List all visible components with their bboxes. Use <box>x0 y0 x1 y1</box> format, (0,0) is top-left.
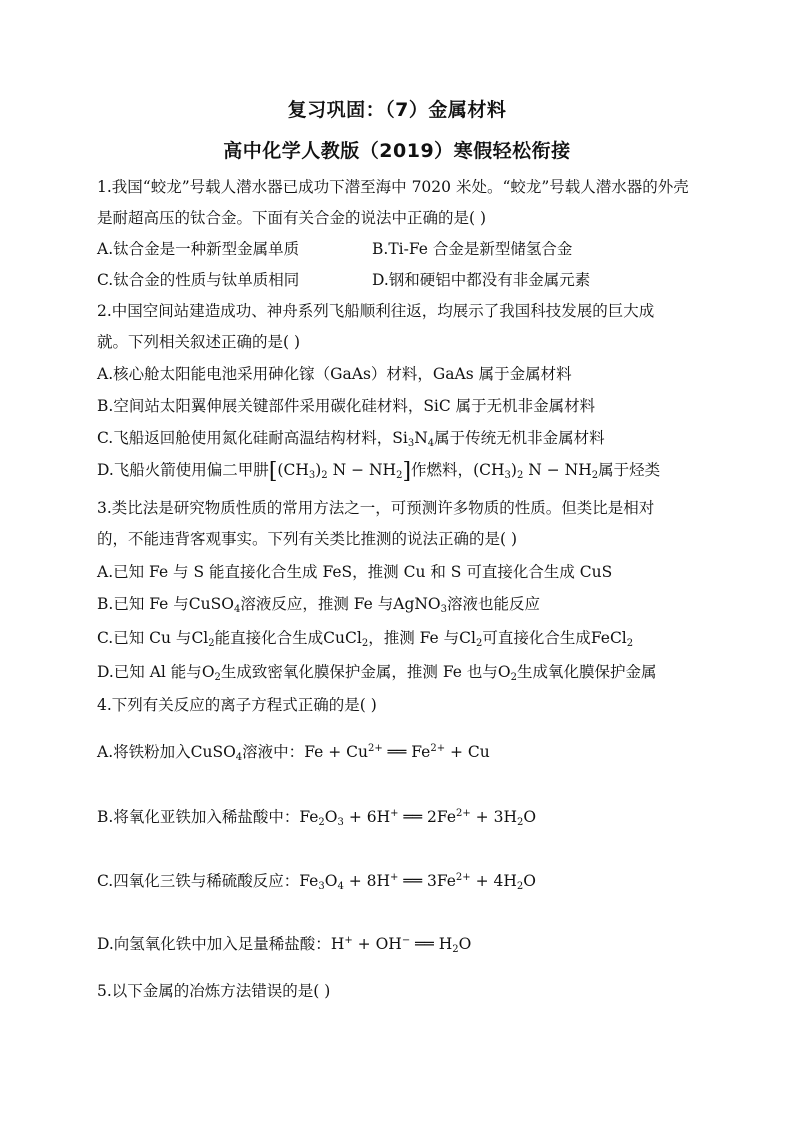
q1-stem-line1: 1.我国“蛟龙”号载人潜水器已成功下潜至海中 7020 米处。“蛟龙”号载人潜水器的外壳 <box>97 178 689 196</box>
document-title: 复习巩固：（7）金属材料 <box>287 99 507 121</box>
q2-option-c: C.飞船返回舱使用氮化硅耐高温结构材料，$Si_3N_4$属于传统无机非金属材料 <box>97 429 605 449</box>
q2-stem-line2: 就。下列相关叙述正确的是( ) <box>97 333 301 351</box>
q2-stem-line1: 2.中国空间站建造成功、神舟系列飞船顺利往返，均展示了我国科技发展的巨大成 <box>97 302 655 320</box>
q3-option-a: A.已知 Fe 与 S 能直接化合生成 FeS，推测 Cu 和 S 可直接化合生成 CuS <box>97 563 613 581</box>
q2-option-a: A.核心舱太阳能电池采用砷化镓（GaAs）材料，GaAs 属于金属材料 <box>97 365 572 383</box>
q1-stem-line2: 是耐超高压的钛合金。下面有关合金的说法中正确的是( ) <box>97 209 487 227</box>
q1-option-c: C.钛合金的性质与钛单质相同 <box>97 271 300 289</box>
q3-option-b: B.已知 Fe 与CuSO$_4$溶液反应，推测 Fe 与AgNO$_3$溶液也能反应 <box>97 595 541 615</box>
q4-stem: 4.下列有关反应的离子方程式正确的是( ) <box>97 696 377 714</box>
q1-option-d: D.钢和硬铝中都没有非金属元素 <box>372 271 591 289</box>
q4-option-a: A.将铁粉加入CuSO$_4$溶液中：$Fe + Cu^{2+}$ ══ $Fe^{2+} + Cu$ <box>97 743 490 763</box>
q1-option-a: A.钛合金是一种新型金属单质 <box>97 240 300 258</box>
q1-option-b: B.Ti-Fe 合金是新型储氢合金 <box>372 240 573 258</box>
q2-option-b: B.空间站太阳翼伸展关键部件采用碳化硅材料，SiC 属于无机非金属材料 <box>97 397 596 415</box>
q5-stem: 5.以下金属的冶炼方法错误的是( ) <box>97 982 331 1000</box>
q3-option-c: C.已知 Cu 与$Cl_2$能直接化合生成CuCl$_2$，推测 Fe 与$Cl_2$可直接化合生成FeCl$_2$ <box>97 629 634 649</box>
q2-option-d: D.飞船火箭使用偏二甲肼[$(CH_3)_2$ $N - NH_2$]作燃料，$(CH_3)_2$ $N - NH_2$属于烃类 <box>97 459 661 484</box>
q4-option-c: C.四氧化三铁与稀硫酸反应：$Fe_3O_4 + 8H^+$ ══ $3Fe^{2+} + 4H_2O$ <box>97 872 536 892</box>
q4-option-d: D.向氢氧化铁中加入足量稀盐酸：H+ + OH− ══ $H_2O$ <box>97 935 472 955</box>
q4-option-b: B.将氧化亚铁加入稀盐酸中：$Fe_2O_3 + 6H^+$ ══ $2Fe^{2+} + 3H_2O$ <box>97 808 537 828</box>
document-subtitle: 高中化学人教版（2019）寒假轻松衔接 <box>223 140 571 162</box>
q3-option-d: D.已知 Al 能与$O_2$生成致密氧化膜保护金属，推测 Fe 也与$O_2$生成氧化膜保护金属 <box>97 663 657 683</box>
q3-stem-line1: 3.类比法是研究物质性质的常用方法之一，可预测许多物质的性质。但类比是相对 <box>97 499 655 517</box>
q3-stem-line2: 的，不能违背客观事实。下列有关类比推测的说法正确的是( ) <box>97 530 518 548</box>
